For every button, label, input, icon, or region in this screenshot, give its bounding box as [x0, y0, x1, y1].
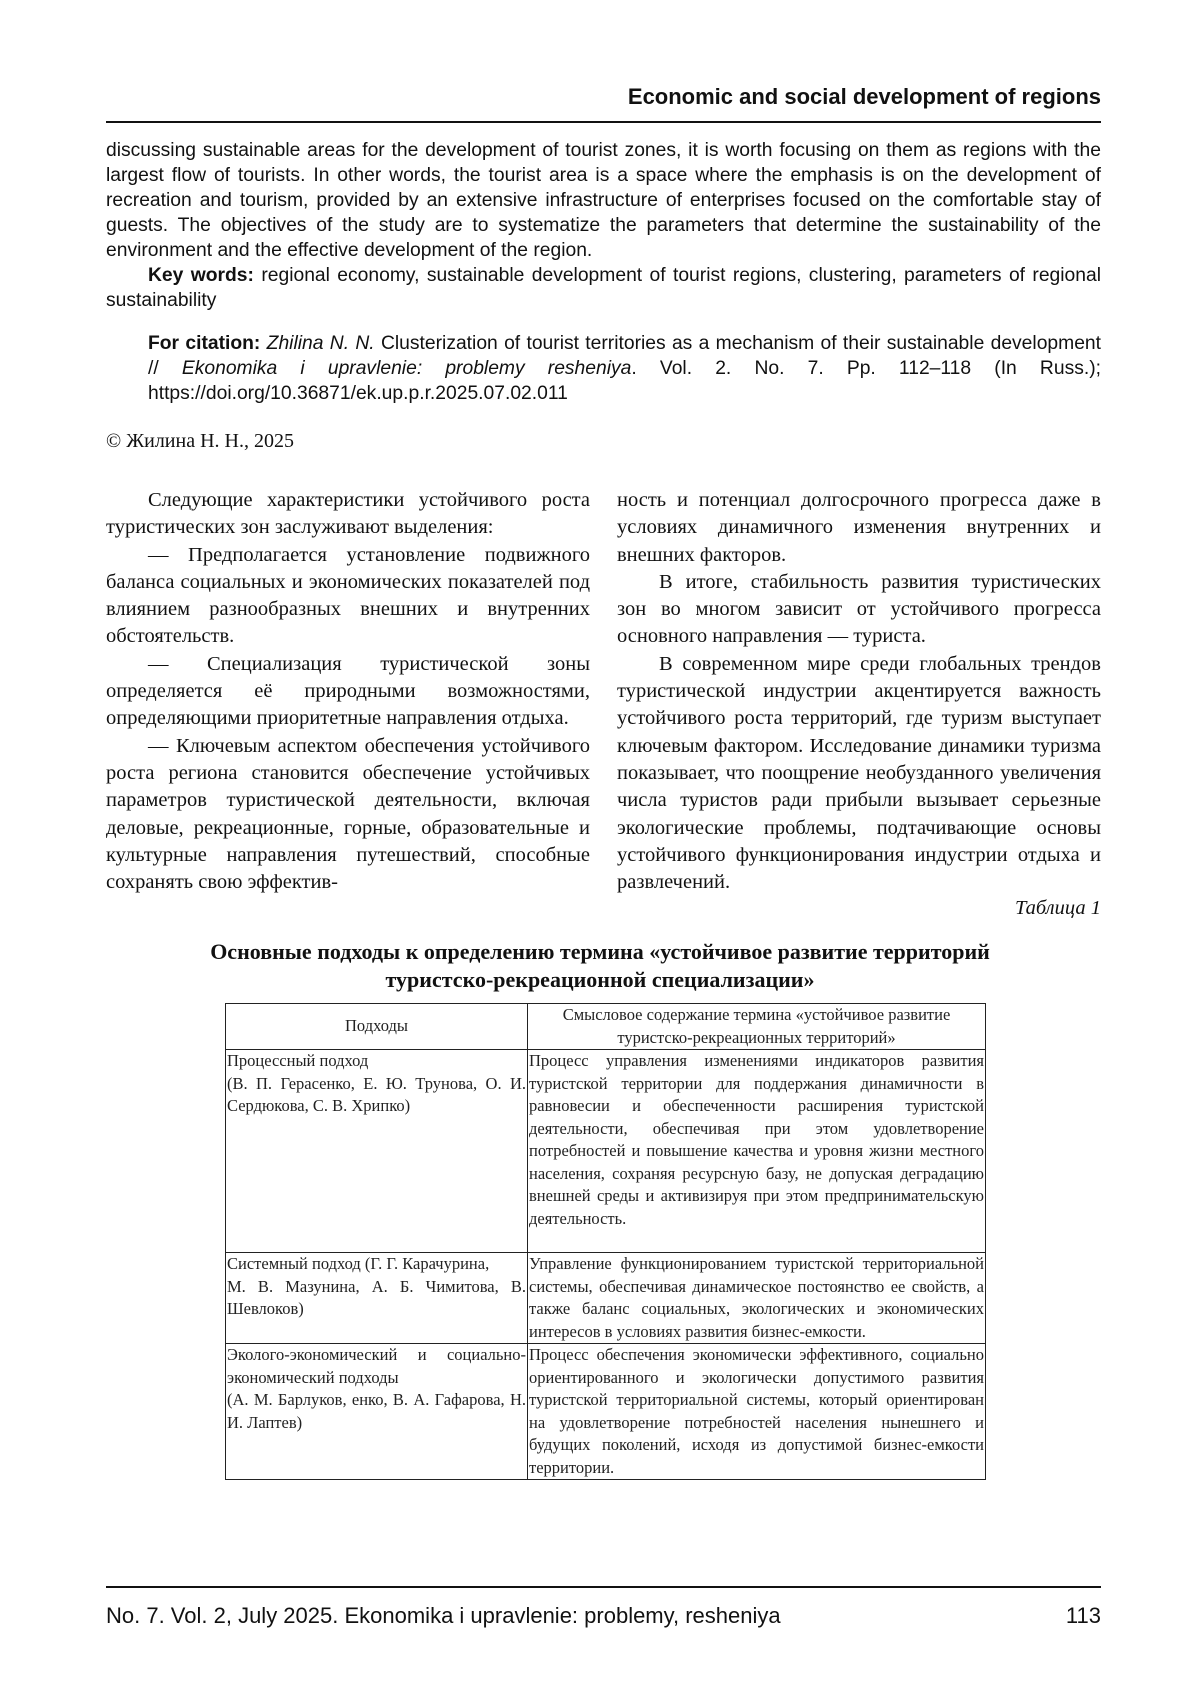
content-cell: Процесс обеспечения экономически эффективного, социально ориентированного и экологически допустимого развития туристской территориальной системы, который ориентирован на удовлетворение потребностей населения нынешнего и будущих поколений, исходя из допустимой бизнес-емкости территории.: [528, 1344, 986, 1480]
paragraph: В итоге, стабильность развития туристических зон во многом зависит от устойчивого прогресса основного направления — туриста.: [617, 569, 1101, 651]
citation-label: For citation:: [148, 333, 260, 354]
page: [0, 0, 1200, 1698]
running-title: Economic and social development of regions: [628, 84, 1101, 110]
approach-authors: М. В. Мазунина, А. Б. Чимитова, В. Шевлоков): [227, 1277, 526, 1319]
paragraph: — Ключевым аспектом обеспечения устойчивого роста региона становится обеспечение устойчивых параметров туристической деятельности, включая деловые, рекреационные, горные, образовательные и культурные направления путешествий, способные сохранять свою эффектив-: [106, 733, 590, 897]
keywords-label: Key words:: [148, 265, 254, 286]
citation-author: Zhilina N. N.: [260, 333, 374, 354]
paragraph: В современном мире среди глобальных трендов туристической индустрии акцентируется важность устойчивого роста территорий, где туризм выступает ключевым фактором. Исследование динамики туризма показывает, что поощрение необузданного увеличения числа туристов ради прибыли вызывает серьезные экологические проблемы, подтачивающие основы устойчивого функционирования индустрии отдыха и развлечений.: [617, 651, 1101, 897]
approach-authors: (А. М. Барлуков, енко, В. А. Гафарова, Н. И. Лаптев): [227, 1390, 526, 1432]
column-header: Смысловое содержание термина «устойчивое развитие туристско-рекреационных территорий»: [528, 1004, 986, 1050]
approach-cell: [226, 1050, 528, 1253]
approaches-table: [225, 1003, 986, 1480]
citation-text: Clusterization of tourist territories as a mechanism of their sustainable development //: [148, 333, 1101, 379]
approach-authors: (В. П. Герасенко, Е. Ю. Трунова, О. И. Сердюкова, С. В. Хрипко): [227, 1074, 526, 1116]
table-label: Таблица 1: [1015, 897, 1101, 920]
table-row: [226, 1344, 986, 1480]
content-cell: Процесс управления изменениями индикаторов развития туристской территории для поддержания динамичности в равновесии и обеспеченности расширения туристской деятельности, обеспечивая при этом удовлетворение потребностей и повышение качества и уровня жизни местного населения, сохраняя ресурсную базу, не допуская деградацию внешней среды и активизируя при этом предпринимательскую деятельность.: [528, 1050, 986, 1253]
footer-rule: [106, 1586, 1101, 1588]
abstract: [106, 138, 1101, 406]
keywords-text: regional economy, sustainable development of tourist regions, clustering, parameters of regional sustainability: [106, 265, 1101, 311]
copyright: © Жилина Н. Н., 2025: [106, 430, 294, 453]
table-row: [226, 1253, 986, 1344]
paragraph: — Предполагается установление подвижного баланса социальных и экономических показателей под влиянием разнообразных внешних и внутренних обстоятельств.: [106, 542, 590, 651]
table-title: Основные подходы к определению термина «устойчивое развитие территорий туристско-рекреационной специализации»: [200, 938, 1000, 994]
page-number: 113: [1066, 1603, 1101, 1629]
citation-doi[interactable]: . Vol. 2. No. 7. Pp. 112–118 (In Russ.); https://doi.org/10.36871/ek.up.p.r.2025.07.02.011: [148, 358, 1101, 404]
approach-name: Процессный подход: [227, 1051, 368, 1070]
table-header-row: [226, 1004, 986, 1050]
keywords: [106, 263, 1101, 313]
citation-journal: Ekonomika i upravlenie: problemy resheniya: [182, 358, 632, 379]
approach-cell: [226, 1344, 528, 1480]
column-header: Подходы: [226, 1004, 528, 1050]
approach-cell: [226, 1253, 528, 1344]
citation: [106, 331, 1101, 406]
approach-name: Системный подход (Г. Г. Карачурина,: [227, 1254, 489, 1273]
right-column: [617, 487, 1101, 896]
footer-journal: No. 7. Vol. 2, July 2025. Ekonomika i upravlenie: problemy, resheniya: [106, 1603, 781, 1629]
abstract-text: discussing sustainable areas for the development of tourist zones, it is worth focusing on them as regions with the largest flow of tourists. In other words, the tourist area is a space where the emphasis is on the development of recreation and tourism, provided by an extensive infrastructure of enterprises focused on the comfortable stay of guests. The objectives of the study are to systematize the parameters that determine the sustainability of the environment and the effective development of the region.: [106, 138, 1101, 263]
approach-name: Эколого-экономический и социально-экономический подходы: [227, 1345, 526, 1387]
paragraph: Следующие характеристики устойчивого роста туристических зон заслуживают выделения:: [106, 487, 590, 542]
paragraph: ность и потенциал долгосрочного прогресса даже в условиях динамичного изменения внутренних и внешних факторов.: [617, 487, 1101, 569]
paragraph: — Специализация туристической зоны определяется её природными возможностями, определяющими приоритетные направления отдыха.: [106, 651, 590, 733]
content-cell: Управление функционированием туристской территориальной системы, обеспечивая динамическое постоянство ее свойств, а также баланс социальных, экологических и экономических интересов в условиях развития бизнес-емкости.: [528, 1253, 986, 1344]
table-row: [226, 1050, 986, 1253]
left-column: [106, 487, 590, 896]
header-rule: [106, 121, 1101, 123]
